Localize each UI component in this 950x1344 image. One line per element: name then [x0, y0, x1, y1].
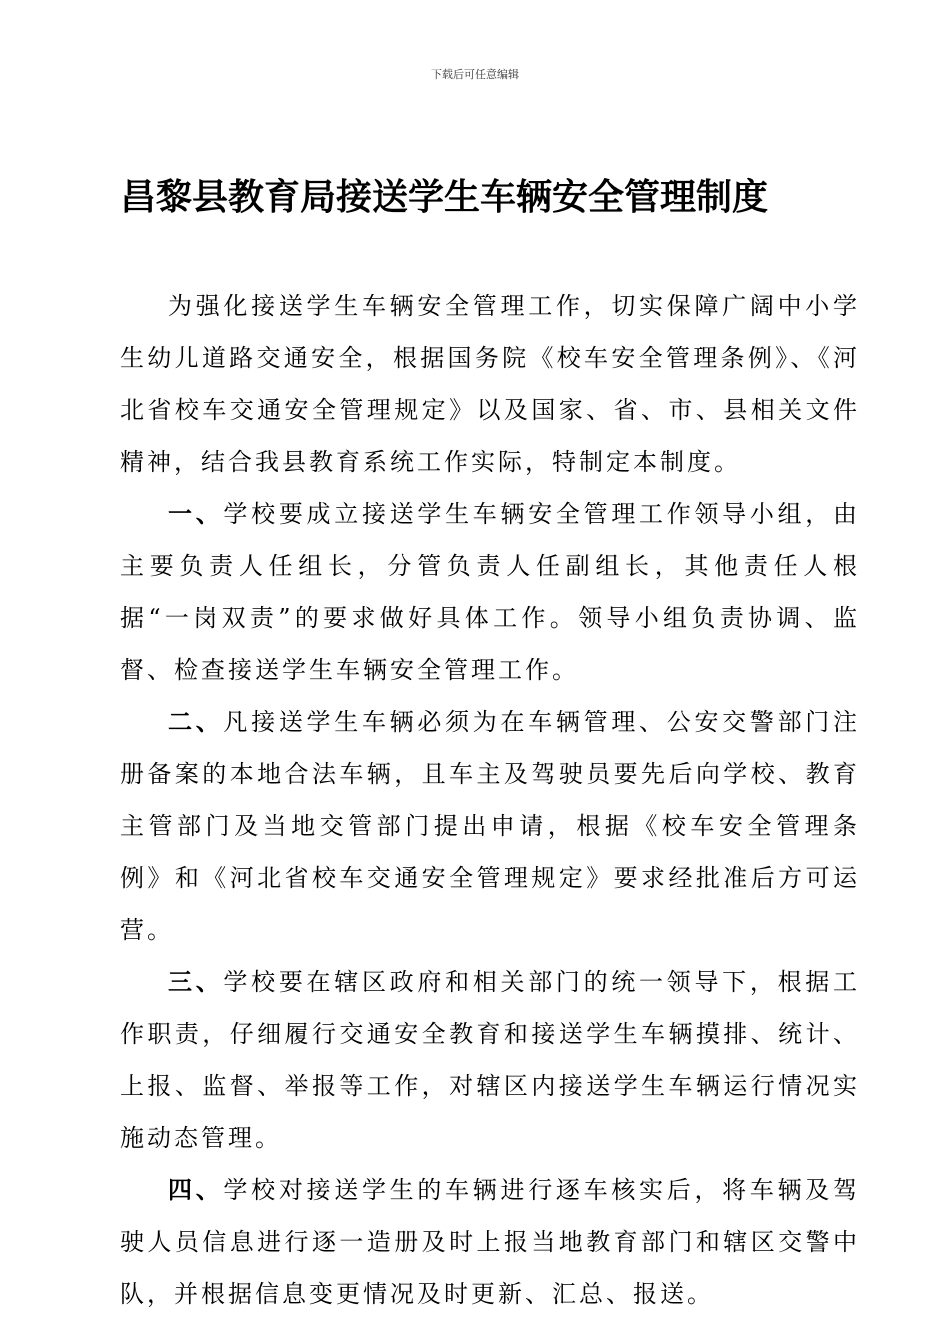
document-body: [120, 280, 860, 1320]
section-paragraph-4: [120, 1164, 860, 1320]
section-paragraph-1: [120, 488, 860, 696]
section-paragraph-2: [120, 696, 860, 956]
section-number: 一、: [168, 499, 224, 528]
section-number: 三、: [168, 967, 224, 996]
section-text: 学校要成立接送学生车辆安全管理工作领导小组，由主要负责人任组长，分管负责人任副组长，其他责任人根据“一岗双责”的要求做好具体工作。领导小组负责协调、监督、检查接送学生车辆安全管理工作。: [120, 500, 861, 684]
section-text: 凡接送学生车辆必须为在车辆管理、公安交警部门注册备案的本地合法车辆，且车主及驾驶员要先后向学校、教育主管部门及当地交管部门提出申请，根据《校车安全管理条例》和《河北省校车交通安全管理规定》要求经批准后方可运营。: [120, 708, 861, 944]
document-title: 昌黎县教育局接送学生车辆安全管理制度: [120, 177, 769, 218]
section-number: 二、: [168, 707, 224, 736]
section-text: 学校要在辖区政府和相关部门的统一领导下，根据工作职责，仔细履行交通安全教育和接送学生车辆摸排、统计、上报、监督、举报等工作，对辖区内接送学生车辆运行情况实施动态管理。: [120, 968, 861, 1152]
header-note: 下载后可任意编辑: [431, 68, 519, 81]
section-paragraph-3: [120, 956, 860, 1164]
section-number: 四、: [168, 1175, 224, 1204]
intro-paragraph: 为强化接送学生车辆安全管理工作，切实保障广阔中小学生幼儿道路交通安全，根据国务院《校车安全管理条例》、《河北省校车交通安全管理规定》以及国家、省、市、县相关文件精神，结合我县教育系统工作实际，特制定本制度。: [120, 292, 860, 476]
section-text: 学校对接送学生的车辆进行逐车核实后，将车辆及驾驶人员信息进行逐一造册及时上报当地教育部门和辖区交警中队，并根据信息变更情况及时更新、汇总、报送。: [120, 1176, 861, 1308]
